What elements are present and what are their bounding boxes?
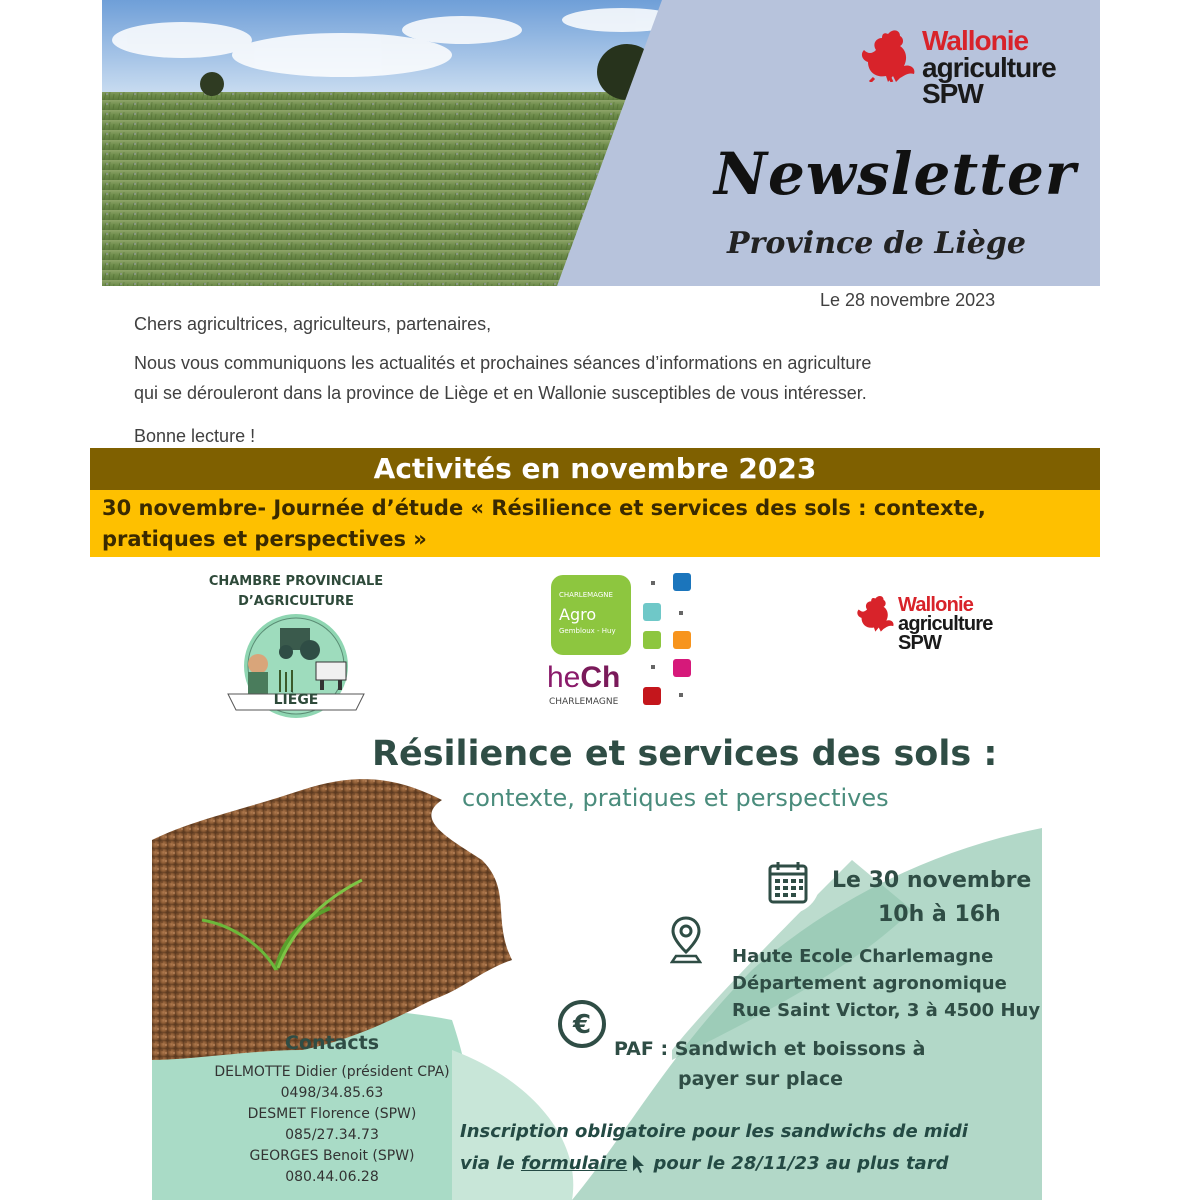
dot	[651, 581, 655, 585]
poster-title: Résilience et services des sols :	[372, 734, 998, 774]
logo-wallonie: Wallonie	[922, 25, 1029, 56]
logo-wallonie: Wallonie	[898, 594, 974, 616]
venue-line3: Rue Saint Victor, 3 à 4500 Huy	[732, 1000, 1041, 1021]
dot	[679, 611, 683, 615]
event-time: 10h à 16h	[878, 902, 1001, 927]
event-heading-line2: pratiques et perspectives »	[102, 527, 427, 551]
logo-agriculture: agriculture	[922, 51, 1056, 83]
color-square	[643, 603, 661, 621]
inscription-line1: Inscription obligatoire pour les sandwichs de midi	[460, 1121, 968, 1142]
contact-line: GEORGES Benoit (SPW)	[249, 1148, 415, 1164]
inscription-line2	[460, 1151, 948, 1174]
event-date: Le 30 novembre	[832, 868, 1032, 893]
chambre-provinciale-logo	[196, 570, 396, 720]
color-square	[643, 687, 661, 705]
hech-ch: Ch	[580, 661, 621, 694]
inscription-suffix: pour le 28/11/23 au plus tard	[647, 1153, 949, 1174]
paf-line1: PAF : Sandwich et boissons à	[614, 1038, 926, 1060]
agro-place: Gembloux - Huy	[559, 627, 616, 635]
cpa-city: LIÈGE	[273, 692, 319, 708]
charlemagne-agro-logo	[517, 563, 727, 717]
newsletter-banner	[102, 0, 1100, 286]
contact-line: DESMET Florence (SPW)	[247, 1106, 417, 1122]
contact-line: 080.44.06.28	[285, 1169, 379, 1185]
rooster-icon	[856, 594, 896, 632]
cpa-name-line1: CHAMBRE PROVINCIALE	[208, 574, 384, 589]
wallonie-agriculture-logo	[860, 24, 1100, 124]
hech-he: he	[547, 661, 581, 694]
inscription-prefix: via le	[460, 1153, 521, 1174]
rooster-icon	[860, 28, 918, 82]
event-heading-line1: 30 novembre- Journée d’étude « Résilience et services des sols : contexte,	[102, 496, 986, 520]
cursor-pointer-icon	[629, 1151, 647, 1173]
intro-paragraph-line2: qui se dérouleront dans la province de Liège et en Wallonie susceptibles de vous intéresser.	[134, 383, 867, 403]
calendar-icon	[768, 860, 808, 904]
hech-name: CHARLEMAGNE	[549, 697, 619, 707]
dot	[651, 665, 655, 669]
color-square	[673, 659, 691, 677]
venue-line2: Département agronomique	[732, 973, 1007, 994]
logo-agriculture: agriculture	[898, 613, 993, 635]
location-pin-icon	[670, 916, 702, 964]
hech-wordmark	[547, 663, 620, 693]
agro-badge	[551, 575, 631, 655]
newsletter-title: Newsletter	[714, 140, 1077, 208]
dot	[679, 693, 683, 697]
color-square	[643, 631, 661, 649]
month-section-heading: Activités en novembre 2023	[90, 448, 1100, 490]
svg-text:€: €	[572, 1010, 592, 1040]
logo-spw: SPW	[898, 632, 942, 654]
greeting: Chers agricultrices, agriculteurs, partenaires,	[134, 314, 492, 334]
poster-subtitle: contexte, pratiques et perspectives	[462, 784, 889, 812]
event-heading	[90, 490, 1100, 557]
color-square	[673, 573, 691, 591]
inscription-form-link[interactable]: formulaire	[520, 1153, 628, 1174]
venue-line1: Haute Ecole Charlemagne	[732, 946, 994, 967]
contact-line: DELMOTTE Didier (président CPA)	[214, 1064, 450, 1080]
euro-icon	[556, 998, 608, 1050]
euro-icon-badge	[548, 990, 616, 1058]
location-icon-badge	[652, 906, 720, 974]
intro-paragraph-line1: Nous vous communiquons les actualités et prochaines séances d’informations en agriculture	[134, 353, 872, 373]
agro-name: Agro	[559, 605, 597, 624]
color-square	[673, 631, 691, 649]
calendar-icon-badge	[756, 850, 820, 914]
contact-line: 0498/34.85.63	[280, 1085, 384, 1101]
cpa-name-line2: D’AGRICULTURE	[238, 594, 354, 609]
event-poster	[152, 720, 1100, 1200]
paf-line2: payer sur place	[678, 1068, 843, 1090]
newsletter-date: Le 28 novembre 2023	[820, 290, 996, 310]
newsletter-subtitle: Province de Liège	[727, 226, 1026, 261]
contact-line: 085/27.34.73	[285, 1127, 379, 1143]
closing-line: Bonne lecture !	[134, 426, 256, 446]
contacts-title: Contacts	[284, 1032, 380, 1054]
wallonie-agriculture-logo-small	[856, 592, 1016, 662]
logo-spw: SPW	[922, 78, 983, 110]
agro-small-label: CHARLEMAGNE	[559, 591, 613, 599]
